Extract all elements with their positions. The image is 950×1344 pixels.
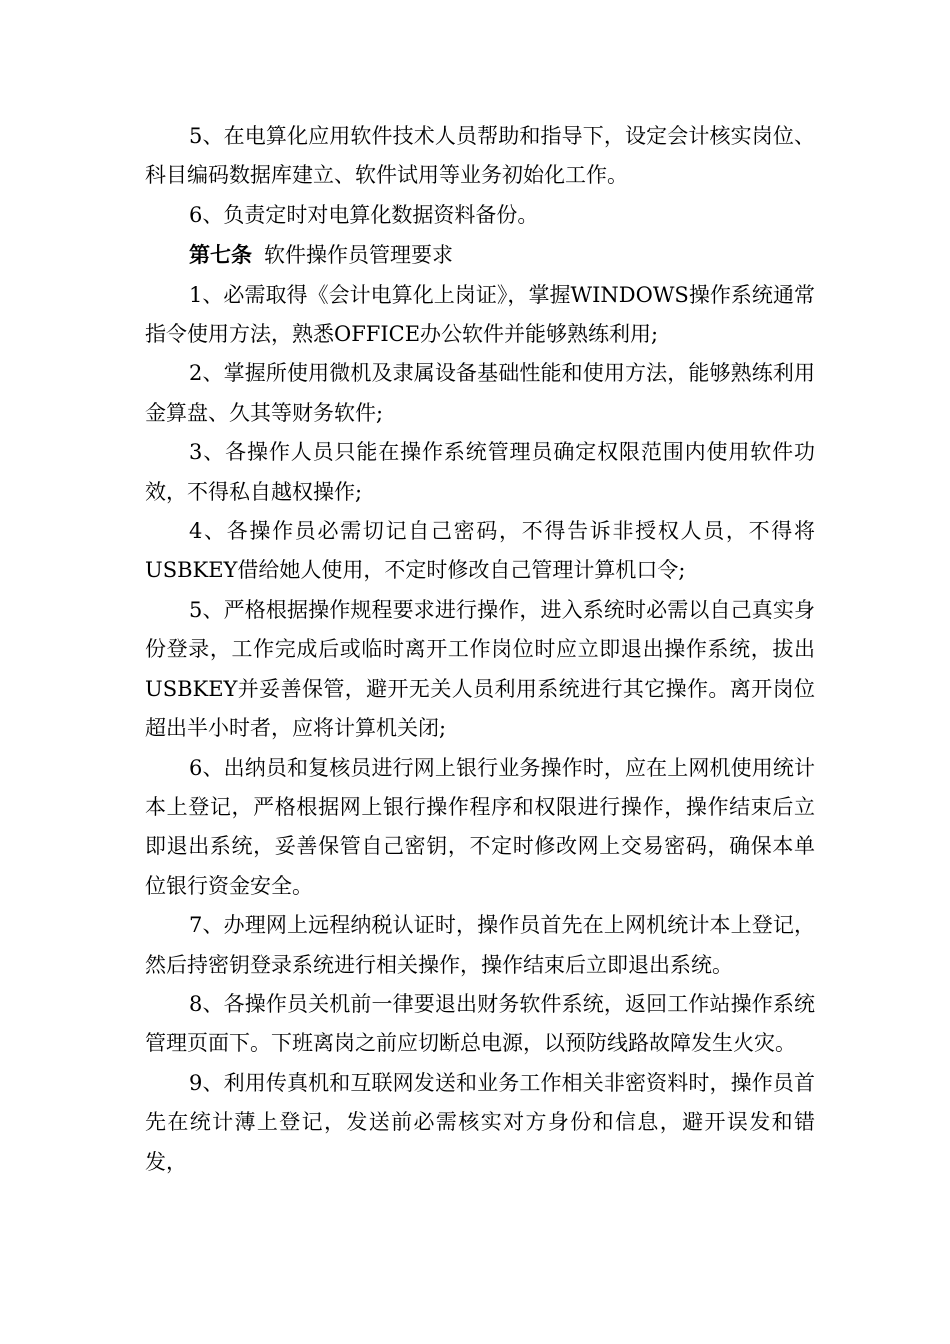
list-item-4: 4、各操作员必需切记自己密码，不得告诉非授权人员，不得将USBKEY借给她人使用，不定时修改自己管理计算机口令; xyxy=(145,519,815,583)
document-page xyxy=(145,117,815,1182)
paragraph-item-5-setup: 5、在电算化应用软件技术人员帮助和指导下，设定会计核实岗位、科目编码数据库建立、软件试用等业务初始化工作。 xyxy=(145,124,815,188)
list-item-3: 3、各操作人员只能在操作系统管理员确定权限范围内使用软件功效，不得私自越权操作; xyxy=(145,440,815,504)
list-item-2: 2、掌握所使用微机及隶属设备基础性能和使用方法，能够熟练利用金算盘、久其等财务软件; xyxy=(145,361,815,425)
article-heading xyxy=(145,235,815,275)
paragraph-item-6-backup: 6、负责定时对电算化数据资料备份。 xyxy=(189,202,539,227)
list-item-7: 7、办理网上远程纳税认证时，操作员首先在上网机统计本上登记，然后持密钥登录系统进行相关操作，操作结束后立即退出系统。 xyxy=(145,913,815,977)
list-item-5: 5、严格根据操作规程要求进行操作，进入系统时必需以自己真实身份登录，工作完成后或临时离开工作岗位时应立即退出操作系统，拔出USBKEY并妥善保管，避开无关人员利用系统进行其它操作。离开岗位超出半小时者，应将计算机关闭; xyxy=(145,597,815,741)
list-item-6: 6、出纳员和复核员进行网上银行业务操作时，应在上网机使用统计本上登记，严格根据网上银行操作程序和权限进行操作，操作结束后立即退出系统，妥善保管自己密钥，不定时修改网上交易密码，确保本单位银行资金安全。 xyxy=(145,755,815,898)
article-number: 第七条 xyxy=(189,242,252,268)
list-item-8: 8、各操作员关机前一律要退出财务软件系统，返回工作站操作系统管理页面下。下班离岗之前应切断总电源，以预防线路故障发生火灾。 xyxy=(145,991,815,1056)
article-title: 软件操作员管理要求 xyxy=(264,243,453,268)
list-item-9: 9、利用传真机和互联网发送和业务工作相关非密资料时，操作员首先在统计薄上登记，发送前必需核实对方身份和信息，避开误发和错发， xyxy=(145,1070,815,1174)
list-item-1: 1、必需取得《会计电算化上岗证》，掌握WINDOWS操作系统通常指令使用方法，熟悉OFFICE办公软件并能够熟练利用; xyxy=(145,282,815,347)
